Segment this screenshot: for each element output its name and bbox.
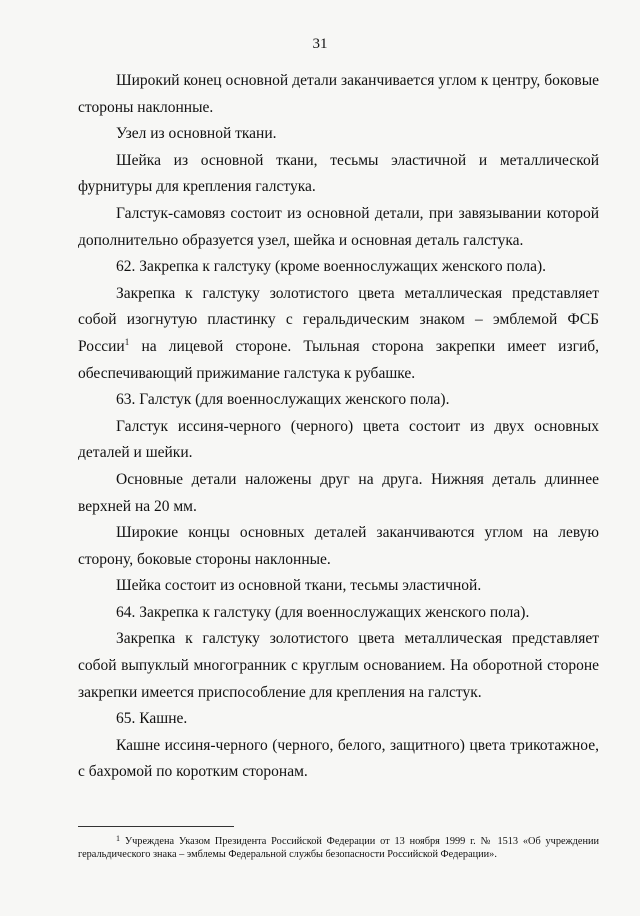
paragraph: Широкие концы основных деталей заканчиваются углом на левую сторону, боковые стороны наклонные. — [78, 524, 599, 568]
paragraph: 62. Закрепка к галстуку (кроме военнослужащих женского пола). — [116, 258, 547, 276]
paragraph: Шейка из основной ткани, тесьмы эластичной и металлической фурнитуры для крепления галстука. — [78, 151, 599, 196]
paragraph: Широкий конец основной детали заканчивается углом к центру, боковые стороны наклонные. — [78, 72, 599, 116]
footnote-divider — [78, 826, 234, 827]
footnote-text: Учреждена Указом Президента Российской Федерации от 13 ноября 1999 г. № 1513 «Об учреждении геральдического знака – эмблемы Федеральной службы безопасности Российской Федерации». — [78, 836, 599, 860]
paragraph: Закрепка к галстуку золотистого цвета металлическая представляет собой выпуклый многогранник с круглым основанием. На оборотной стороне закрепки имеется приспособление для крепления на галстук. — [78, 630, 599, 701]
footnote — [78, 832, 599, 861]
paragraph: Галстук иссиня-черного (черного) цвета состоит из двух основных деталей и шейки. — [78, 417, 599, 462]
page-number: 31 — [312, 36, 328, 52]
footnote-mark: 1 — [116, 834, 120, 843]
paragraph: 63. Галстук (для военнослужащих женского пола). — [116, 391, 450, 409]
paragraph: Основные детали наложены друг на друга. Нижняя деталь длиннее верхней на 20 мм. — [78, 470, 599, 515]
paragraph-text: Закрепка к галстуку золотистого цвета металлическая представляет собой изогнутую пластинку с геральдическим знаком – эмблемой ФСБ России — [78, 284, 599, 355]
paragraph: Шейка состоит из основной ткани, тесьмы эластичной. — [116, 577, 482, 595]
document-body — [78, 68, 599, 786]
paragraph: Узел из основной ткани. — [116, 125, 277, 143]
paragraph: 64. Закрепка к галстуку (для военнослужащих женского пола). — [116, 603, 530, 621]
paragraph: Кашне иссиня-черного (черного, белого, защитного) цвета трикотажное, с бахромой по коротким сторонам. — [78, 736, 599, 781]
paragraph: 65. Кашне. — [116, 710, 188, 728]
paragraph: Галстук-самовяз состоит из основной детали, при завязывании которой дополнительно образуется узел, шейка и основная деталь галстука. — [78, 204, 599, 249]
paragraph-text-continued: на лицевой стороне. Тыльная сторона закрепки имеет изгиб, обеспечивающий прижимание галстука к рубашке. — [78, 337, 600, 382]
footnote-reference: 1 — [124, 336, 130, 347]
paragraph-with-footnote — [78, 281, 599, 387]
